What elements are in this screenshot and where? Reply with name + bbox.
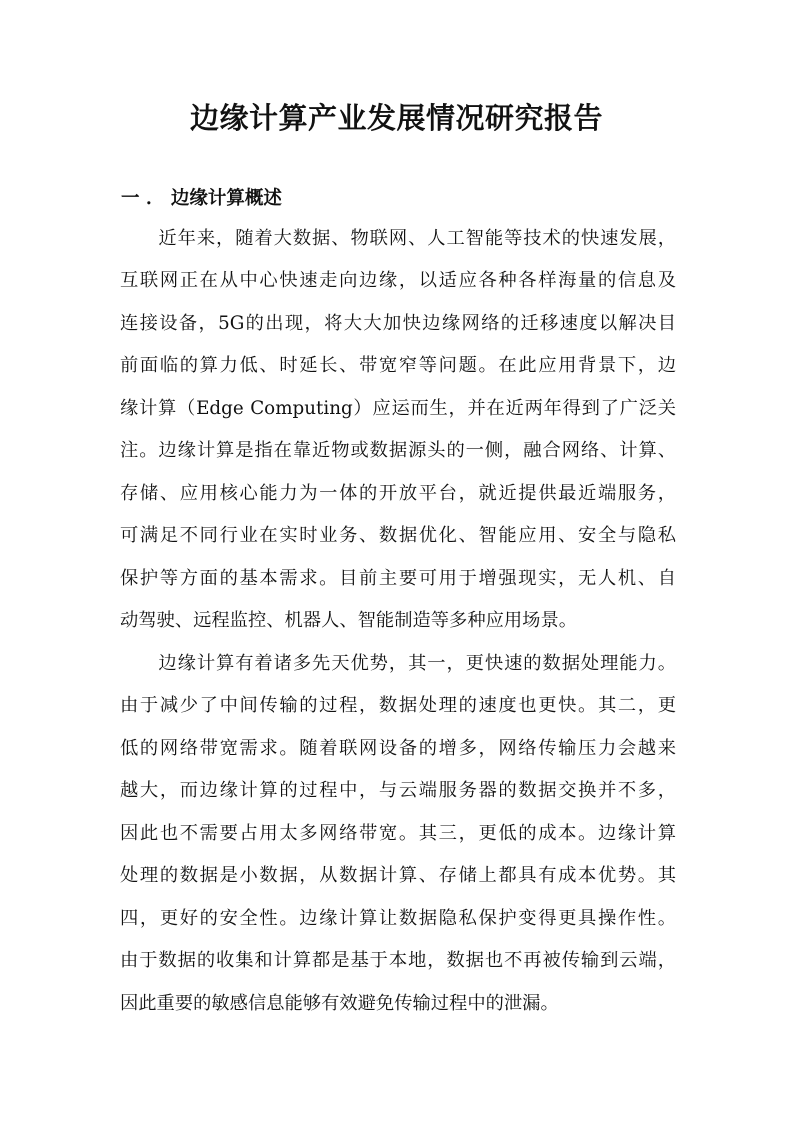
paragraph-line: 四，更好的安全性。边缘计算让数据隐私保护变得更具操作性。 xyxy=(120,908,676,929)
paragraph-line: 注。边缘计算是指在靠近物或数据源头的一侧，融合网络、计算、 xyxy=(120,440,676,461)
paragraph-line: 边缘计算有着诸多先天优势，其一，更快速的数据处理能力。 xyxy=(120,653,676,674)
paragraph-line: 处理的数据是小数据，从数据计算、存储上都具有成本优势。其 xyxy=(120,865,676,886)
paragraph-line: 互联网正在从中心快速走向边缘，以适应各种各样海量的信息及 xyxy=(120,270,676,291)
paragraph-line: 由于减少了中间传输的过程，数据处理的速度也更快。其二，更 xyxy=(120,695,676,716)
paragraph-line: 缘计算（Edge Computing）应运而生，并在近两年得到了广泛关 xyxy=(120,398,676,419)
paragraph-line: 可满足不同行业在实时业务、数据优化、智能应用、安全与隐私 xyxy=(120,525,676,546)
paragraph-line: 近年来，随着大数据、物联网、人工智能等技术的快速发展， xyxy=(120,228,676,249)
paragraph-line: 动驾驶、远程监控、机器人、智能制造等多种应用场景。 xyxy=(120,610,578,631)
paragraph-line: 存储、应用核心能力为一体的开放平台，就近提供最近端服务， xyxy=(120,483,676,504)
paragraph-line: 连接设备，5G的出现，将大大加快边缘网络的迁移速度以解决目 xyxy=(120,313,676,334)
paragraph-line: 越大，而边缘计算的过程中，与云端服务器的数据交换并不多， xyxy=(120,780,676,801)
paragraph-line: 保护等方面的基本需求。目前主要可用于增强现实，无人机、自 xyxy=(120,568,676,589)
paragraph-line: 因此也不需要占用太多网络带宽。其三，更低的成本。边缘计算 xyxy=(120,823,676,844)
paragraph-line: 前面临的算力低、时延长、带宽窄等问题。在此应用背景下，边 xyxy=(120,355,676,376)
section-heading: 一 ． 边缘计算概述 xyxy=(121,188,282,209)
document-title: 边缘计算产业发展情况研究报告 xyxy=(189,101,603,135)
paragraph-line: 因此重要的敏感信息能够有效避免传输过程中的泄漏。 xyxy=(120,993,559,1014)
paragraph-line: 低的网络带宽需求。随着联网设备的增多，网络传输压力会越来 xyxy=(120,738,676,759)
paragraph-line: 由于数据的收集和计算都是基于本地，数据也不再被传输到云端， xyxy=(120,950,676,971)
